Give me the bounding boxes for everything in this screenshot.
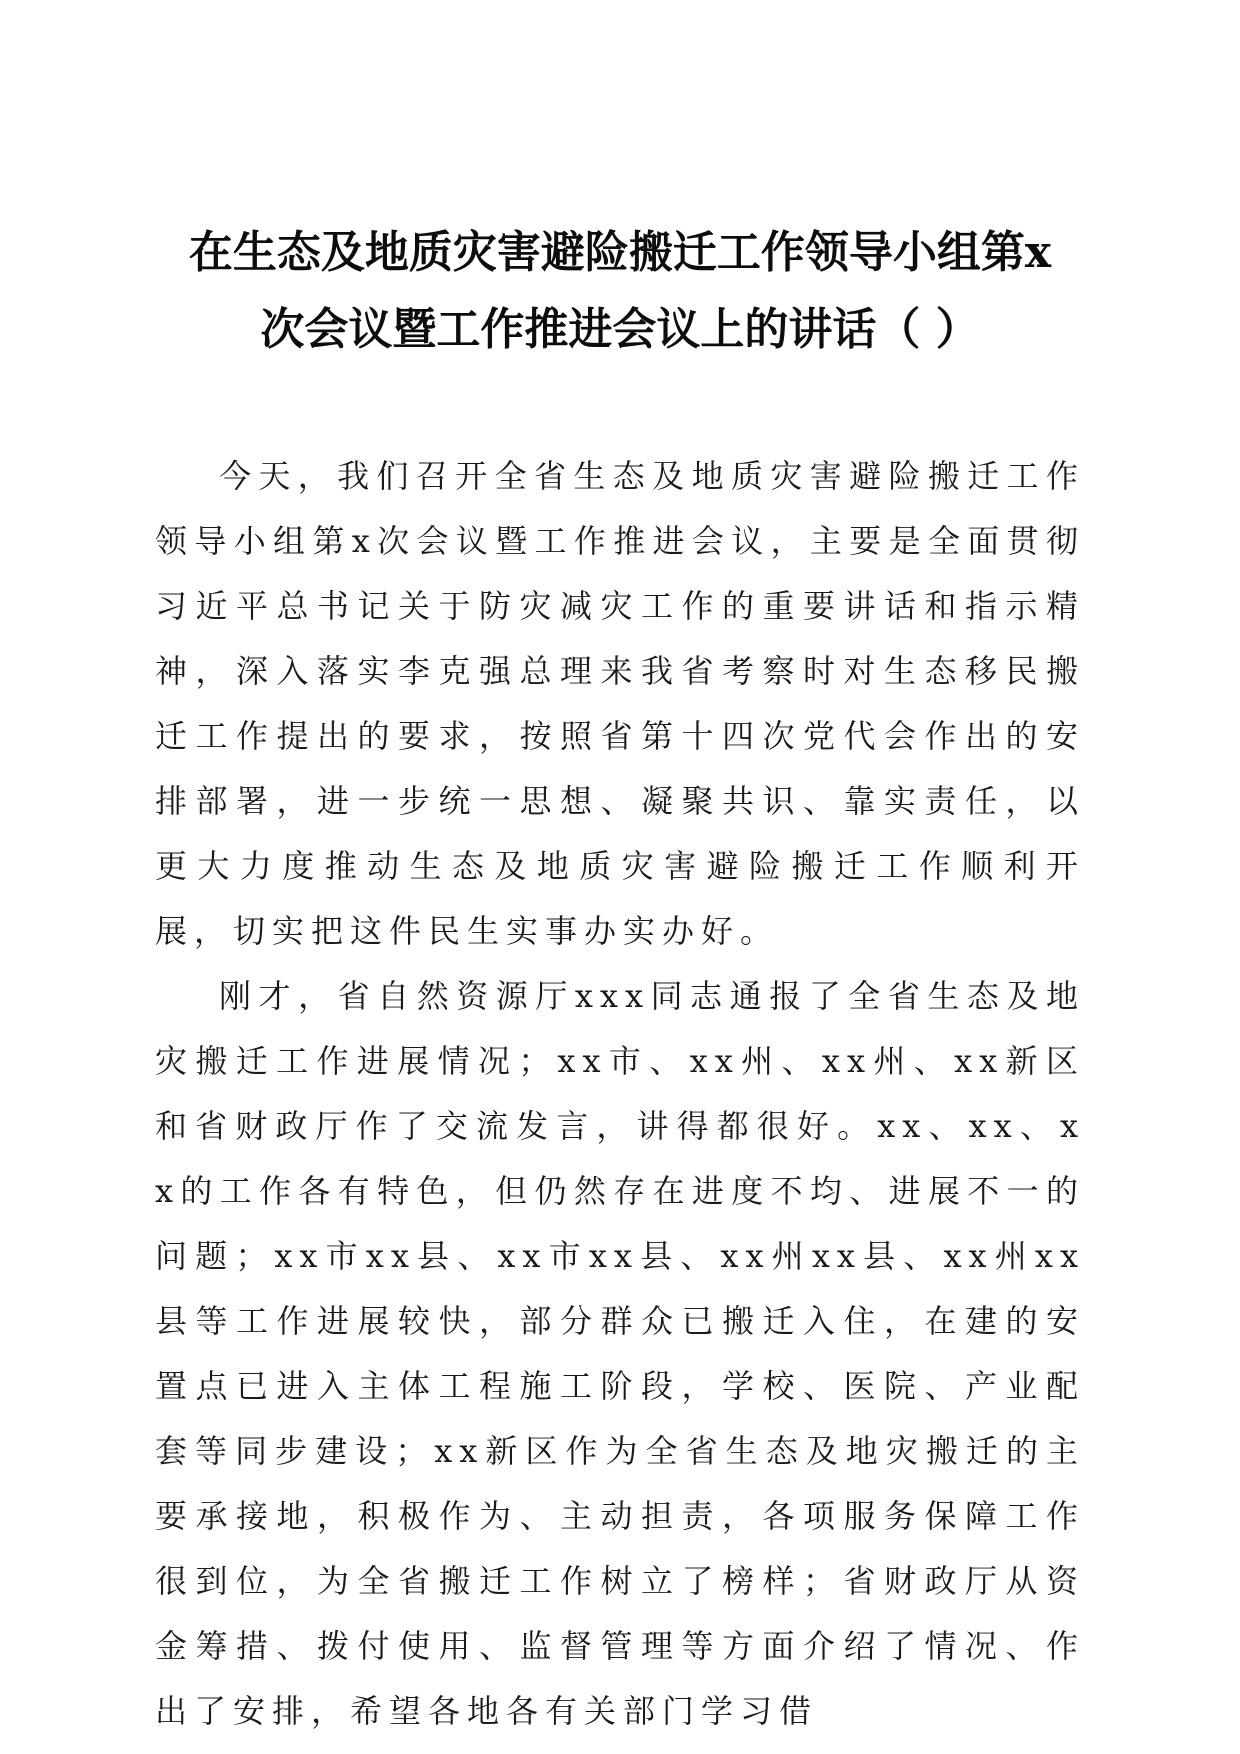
document-body	[155, 444, 1085, 1744]
title-line-2: 次会议暨工作推进会议上的讲话（ ）	[260, 304, 980, 355]
paragraph-2: 刚才，省自然资源厅xxx同志通报了全省生态及地灾搬迁工作进展情况；xx市、xx州、xx州、xx新区和省财政厅作了交流发言，讲得都很好。xx、xx、xx的工作各有特色，但仍然存在进度不均、进展不一的问题；xx市xx县、xx市xx县、xx州xx县、xx州xx县等工作进展较快，部分群众已搬迁入住，在建的安置点已进入主体工程施工阶段，学校、医院、产业配套等同步建设；xx新区作为全省生态及地灾搬迁的主要承接地，积极作为、主动担责，各项服务保障工作很到位，为全省搬迁工作树立了榜样；省财政厅从资金筹措、拨付使用、监督管理等方面介绍了情况、作出了安排，希望各地各有关部门学习借	[155, 977, 1085, 1730]
title-line-1: 在生态及地质灾害避险搬迁工作领导小组第x	[188, 227, 1052, 278]
paragraph-1: 今天，我们召开全省生态及地质灾害避险搬迁工作领导小组第x次会议暨工作推进会议，主要是全面贯彻习近平总书记关于防灾减灾工作的重要讲话和指示精神，深入落实李克强总理来我省考察时对生态移民搬迁工作提出的要求，按照省第十四次党代会作出的安排部署，进一步统一思想、凝聚共识、靠实责任，以更大力度推动生态及地质灾害避险搬迁工作顺利开展，切实把这件民生实事办实办好。	[155, 457, 1085, 950]
document-title	[150, 214, 1090, 368]
